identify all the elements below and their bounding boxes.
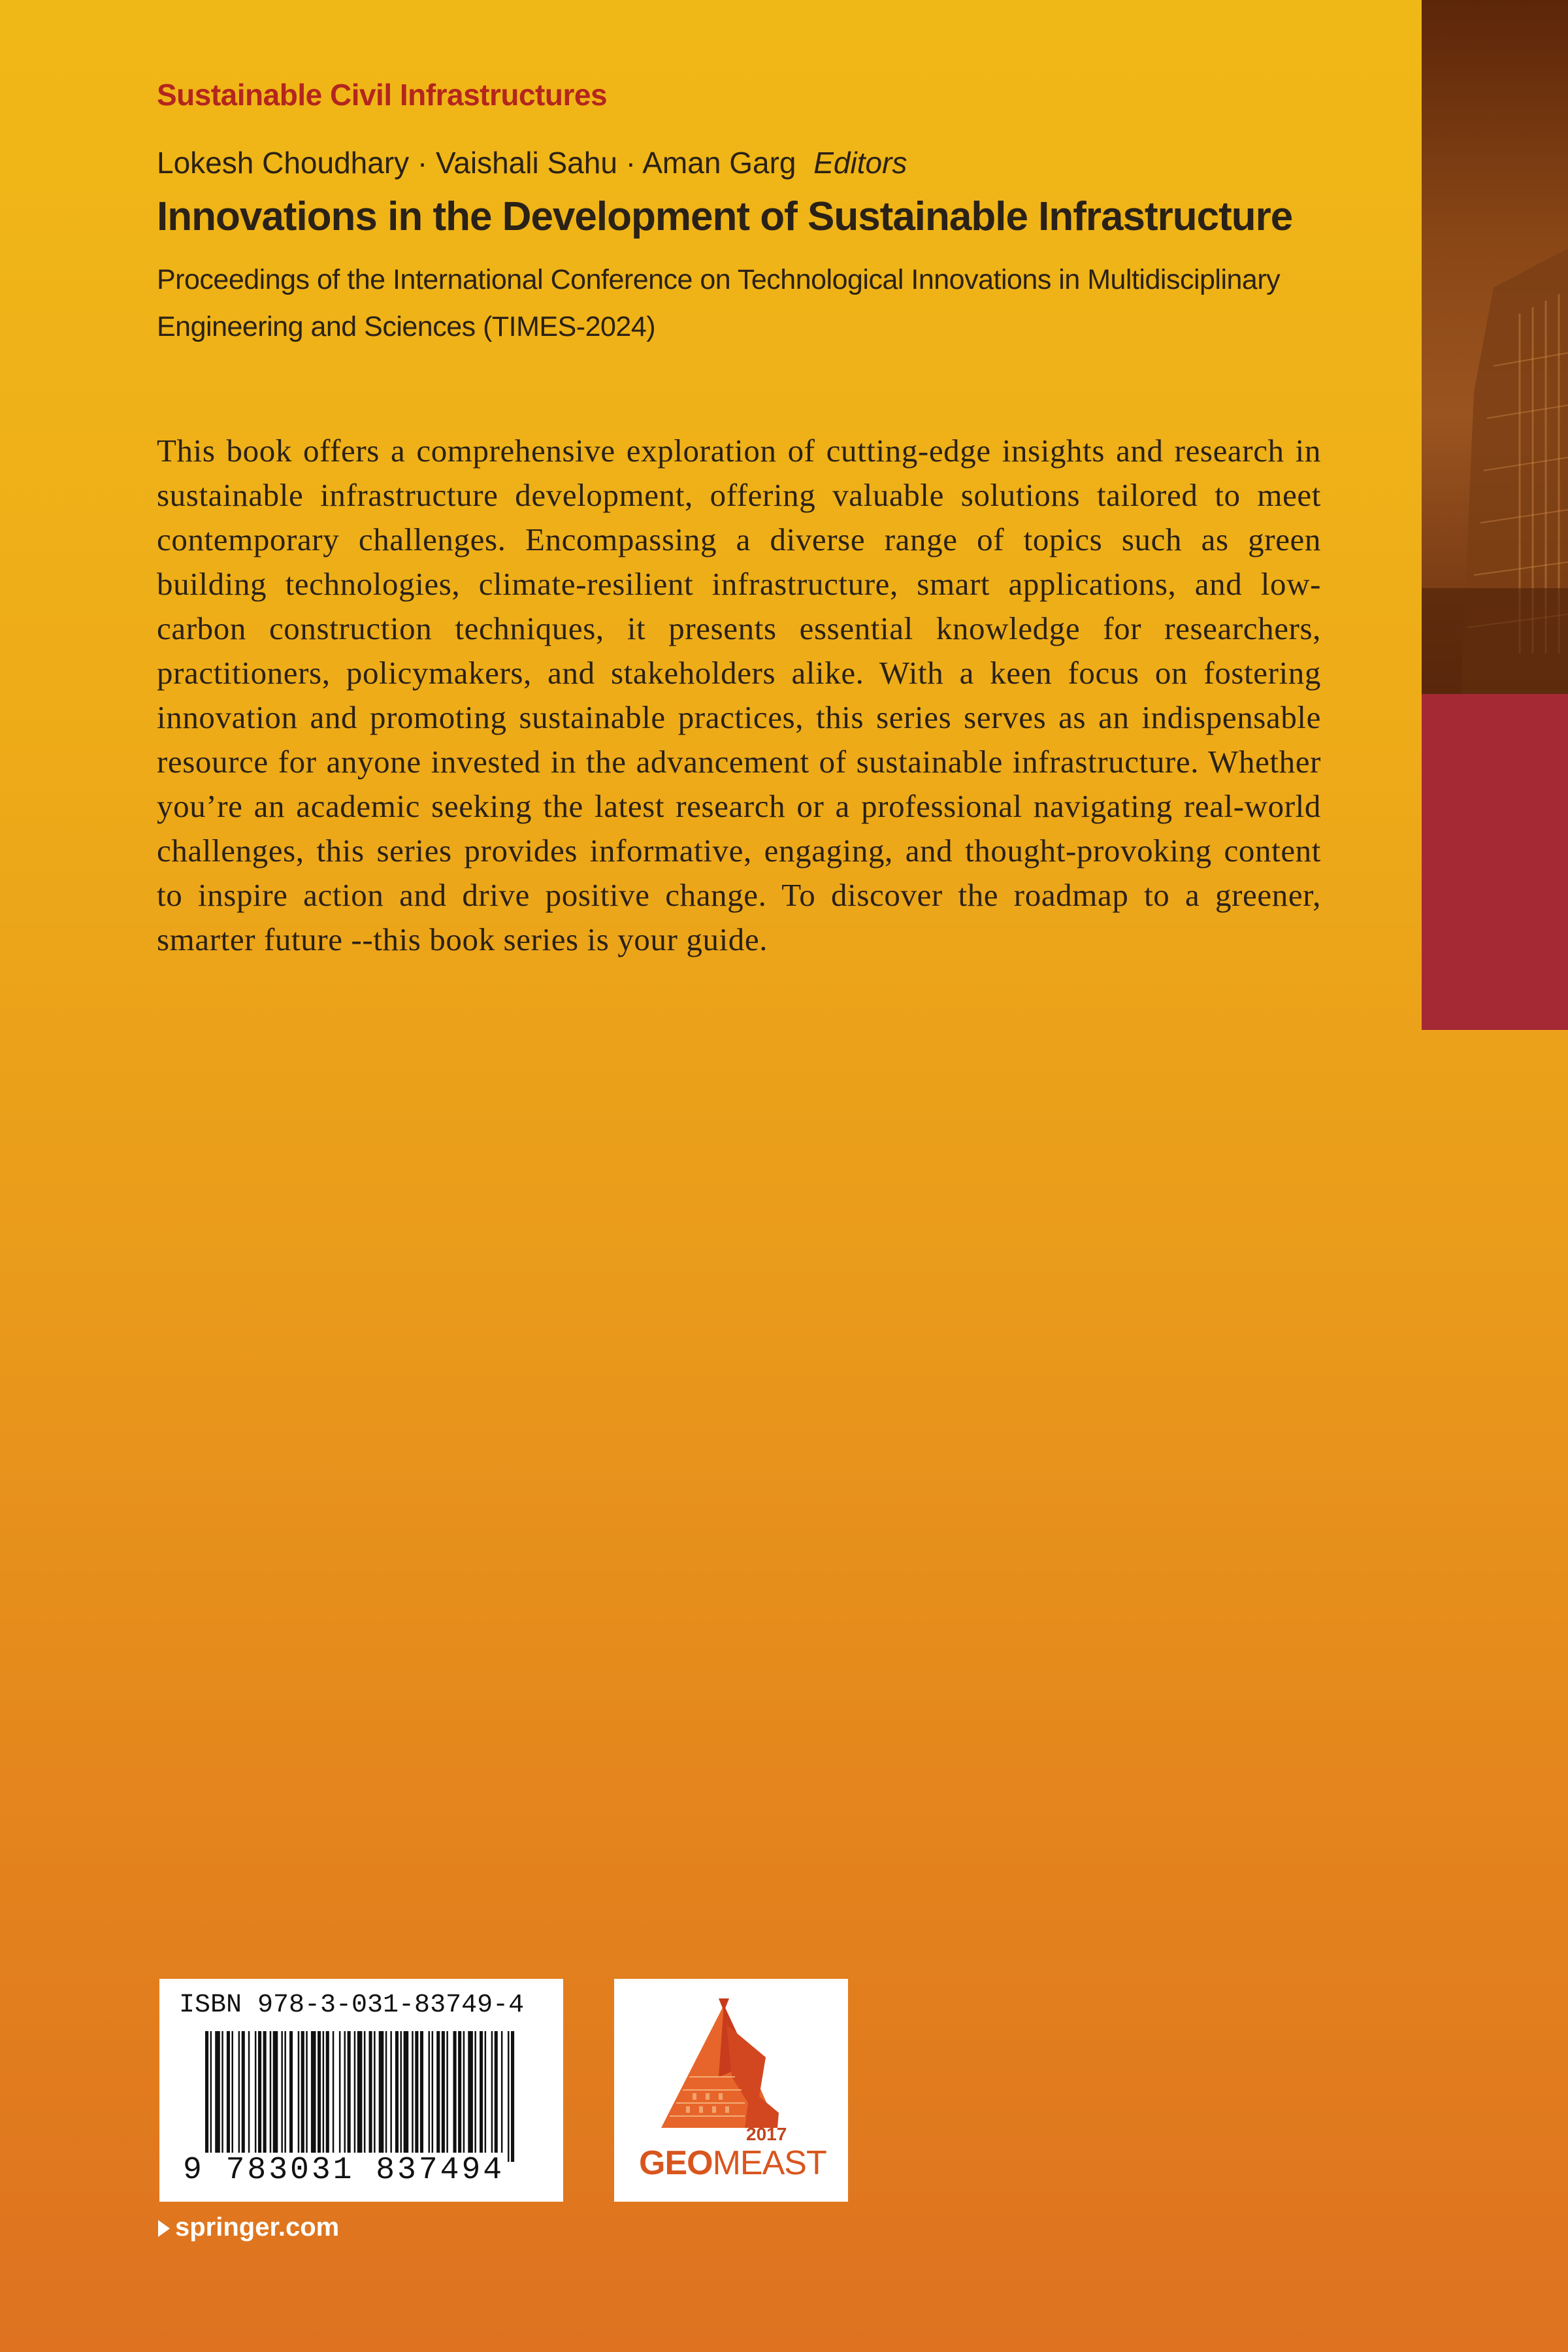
- barcode-bar: [323, 2031, 325, 2162]
- barcode-bar: [344, 2031, 346, 2162]
- barcode-bar: [284, 2031, 286, 2162]
- barcode-bar: [205, 2031, 208, 2162]
- barcode-bar: [395, 2031, 399, 2162]
- barcode-bar: [354, 2031, 356, 2162]
- isbn-barcode: [159, 1979, 563, 2202]
- geomeast-logo: [614, 1979, 848, 2202]
- editor-names: Lokesh Choudhary · Vaishali Sahu · Aman Garg: [157, 146, 796, 180]
- barcode-bar: [369, 2031, 372, 2162]
- barcode-bar: [318, 2031, 321, 2162]
- barcode-bar: [364, 2031, 366, 2162]
- barcode-bar: [390, 2031, 392, 2162]
- arrow-right-icon: [158, 2220, 170, 2237]
- barcode-bar: [339, 2031, 341, 2162]
- barcode-bar: [242, 2031, 245, 2162]
- barcode-bar: [357, 2031, 363, 2162]
- publisher-link[interactable]: [158, 2213, 339, 2242]
- barcode-bar: [463, 2031, 465, 2162]
- barcode-bar: [232, 2031, 234, 2162]
- barcode-bar: [404, 2031, 409, 2162]
- editors-role: Editors: [813, 146, 907, 180]
- barcode-bar: [495, 2031, 498, 2162]
- barcode-bar: [511, 2031, 514, 2162]
- barcode-bar: [273, 2031, 278, 2162]
- barcode-digits: 9 783031 837494: [183, 2153, 505, 2188]
- barcode-bar: [238, 2031, 240, 2162]
- barcode-bar: [301, 2031, 304, 2162]
- barcode-bar: [379, 2031, 384, 2162]
- barcode-bar: [210, 2031, 212, 2162]
- barcode-bar: [400, 2031, 402, 2162]
- barcode-bar: [491, 2031, 493, 2162]
- barcode-bar: [348, 2031, 351, 2162]
- barcode-bar: [458, 2031, 461, 2162]
- barcode-bar: [385, 2031, 387, 2162]
- barcode-bar: [442, 2031, 445, 2162]
- barcode-bar: [432, 2031, 434, 2162]
- barcode-bar: [446, 2031, 448, 2162]
- barcode-bar: [474, 2031, 476, 2162]
- barcode-bar: [374, 2031, 376, 2162]
- barcode-bar: [306, 2031, 308, 2162]
- barcode-bar: [311, 2031, 316, 2162]
- barcode-bar: [333, 2031, 335, 2162]
- book-description: This book offers a comprehensive exploration of cutting-edge insights and research in sustainable infrastructure development, offering valuable solutions tailored to meet contemporary challenges. Encompassing a diverse range of topics such as green building technologies, climate-resilient infrastructure, smart applications, and low-carbon construction techniques, it presents essential knowledge for researchers, practitioners, policymakers, and stakeholders alike. With a keen focus on fostering innovation and promoting sustainable practices, this series serves as an indispensable resource for anyone invested in the advancement of sustainable infrastructure. Whether you’re an academic seeking the latest research or a professional navigating real-world challenges, this series provides informative, engaging, and thought-provoking content to inspire action and drive positive change. To discover the roadmap to a greener, smarter future --this book series is your guide.: [157, 433, 1321, 957]
- book-title: Innovations in the Development of Sustainable Infrastructure: [157, 194, 1293, 239]
- barcode-bar: [221, 2031, 223, 2162]
- barcode-bar: [326, 2031, 329, 2162]
- barcode-bar: [255, 2031, 257, 2162]
- barcode-bar: [420, 2031, 423, 2162]
- barcode-bar: [436, 2031, 440, 2162]
- barcode-bar: [508, 2031, 510, 2162]
- barcode-bar: [415, 2031, 418, 2162]
- logo-wordmark: [639, 2144, 826, 2183]
- series-name: Sustainable Civil Infrastructures: [157, 78, 608, 112]
- barcode-bar: [227, 2031, 230, 2162]
- publisher-link-text: springer.com: [175, 2213, 340, 2242]
- barcode-bar: [501, 2031, 503, 2162]
- barcode-bar: [281, 2031, 283, 2162]
- barcode-bar: [468, 2031, 473, 2162]
- barcode-bar: [412, 2031, 414, 2162]
- editors-line: [157, 145, 907, 180]
- barcode-bar: [289, 2031, 293, 2162]
- logo-word-meast: MEAST: [712, 2144, 826, 2182]
- barcode-bar: [429, 2031, 431, 2162]
- barcode-bar: [248, 2031, 250, 2162]
- barcode-bar: [480, 2031, 483, 2162]
- barcode-bar: [485, 2031, 487, 2162]
- building-photo: [1422, 0, 1568, 694]
- barcode-bar: [453, 2031, 457, 2162]
- barcode-bar: [263, 2031, 267, 2162]
- barcode-bars: [205, 2031, 519, 2168]
- logo-year: 2017: [746, 2124, 787, 2144]
- book-subtitle: Proceedings of the International Conference on Technological Innovations in Multidisciplinary Engineering and Sciences (TIMES-2024): [157, 264, 1281, 342]
- side-color-band: [1422, 694, 1568, 1030]
- barcode-bar: [215, 2031, 220, 2162]
- cover-photo-strip: [1422, 0, 1568, 694]
- barcode-bar: [258, 2031, 261, 2162]
- isbn-number: ISBN 978-3-031-83749-4: [179, 1991, 525, 2020]
- barcode-bar: [270, 2031, 272, 2162]
- barcode-bar: [298, 2031, 300, 2162]
- logo-word-geo: GEO: [639, 2144, 713, 2182]
